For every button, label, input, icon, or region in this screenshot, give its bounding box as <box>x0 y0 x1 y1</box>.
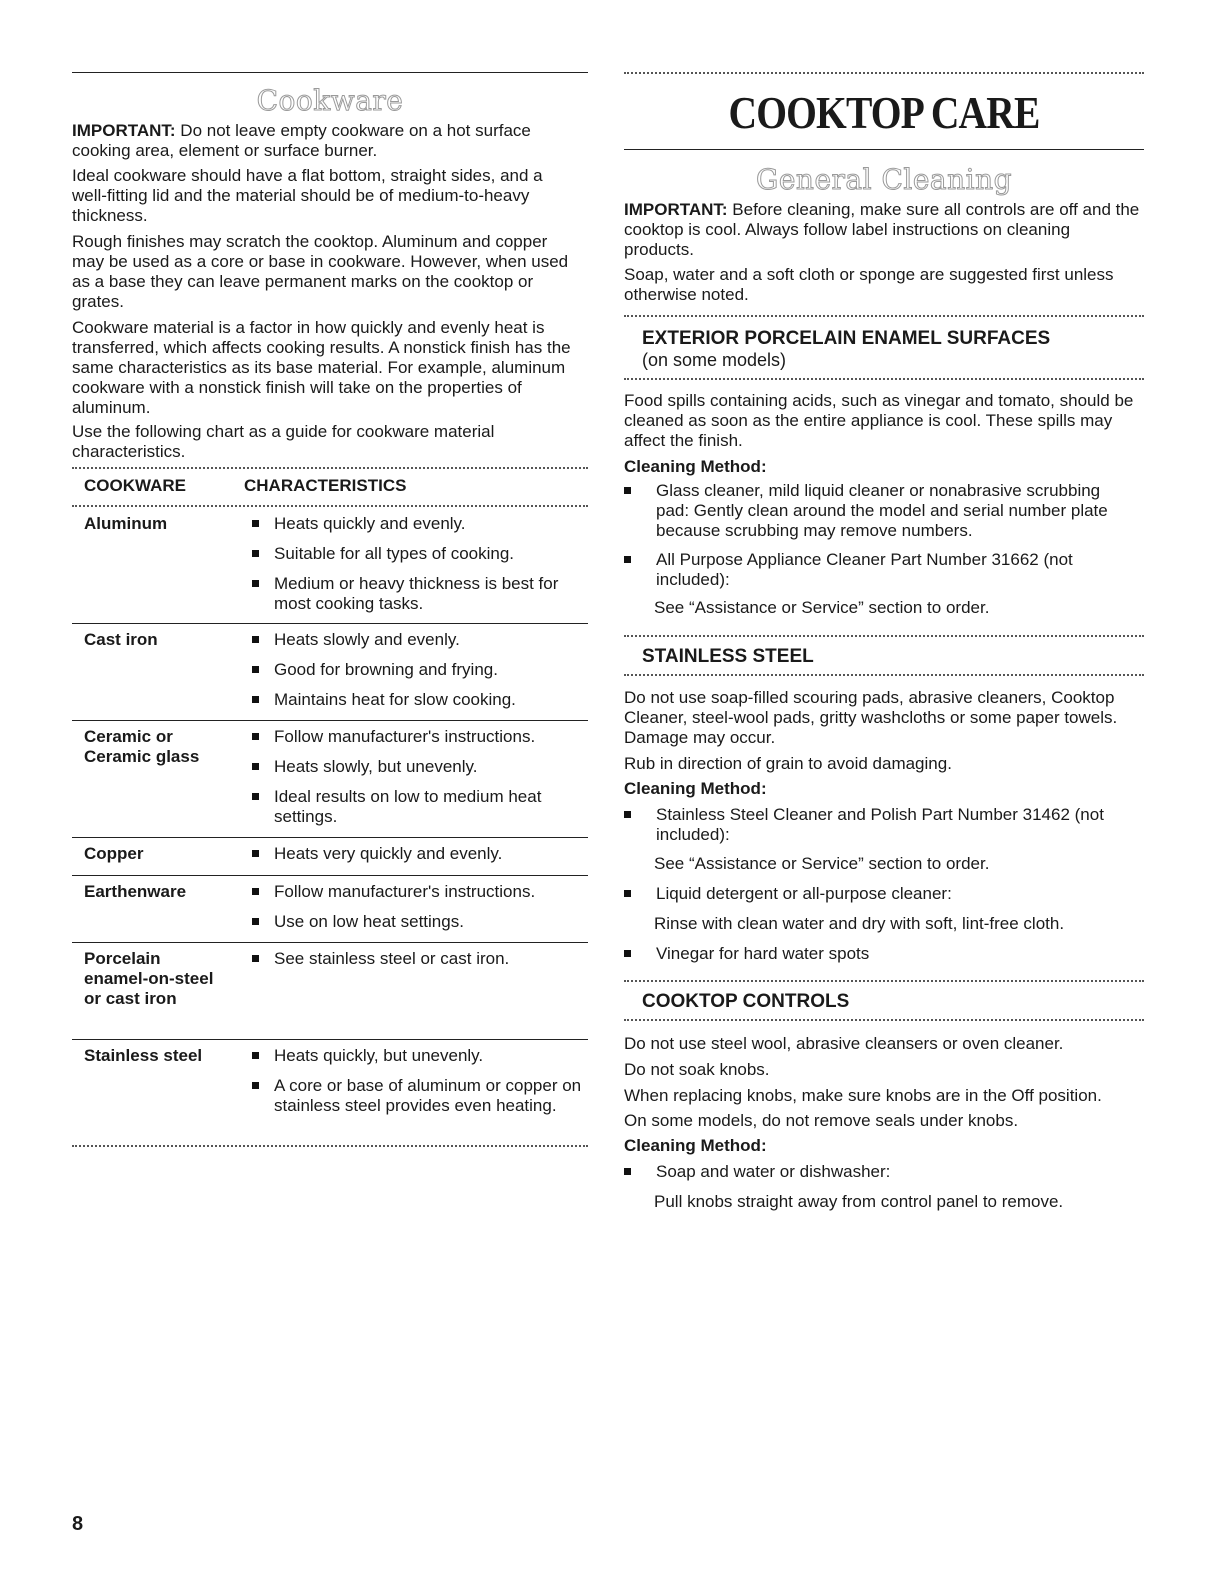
top-rule-left <box>72 72 588 73</box>
exterior-top-rule <box>624 315 1144 317</box>
bullet-icon <box>252 733 259 740</box>
characteristic-text: Suitable for all types of cooking. <box>274 544 515 563</box>
characteristics-list <box>252 630 582 720</box>
cookware-name: Ceramic or Ceramic glass <box>84 727 200 766</box>
cookware-p2: Rough finishes may scratch the cooktop. Aluminum and copper may be used as a core or base in cookware. However, when used as a base they can leave permanent marks on the cooktop or grates. <box>72 232 569 311</box>
bullet-icon <box>252 550 259 557</box>
characteristic-item <box>252 660 582 680</box>
table-header-rule <box>72 505 588 507</box>
stainless-bottom-rule <box>624 674 1144 676</box>
cookware-name: Stainless steel <box>84 1046 203 1065</box>
exterior-sub: (on some models) <box>642 350 787 370</box>
stainless-header: STAINLESS STEEL <box>642 646 814 667</box>
characteristic-text: Heats slowly and evenly. <box>274 630 460 649</box>
stainless-text: Do not use soap-filled scouring pads, abrasive cleaners, Cooktop Cleaner, steel-wool pads, gritty washcloths or some paper towels. Damage may occur. <box>624 688 1118 747</box>
cookware-p4: Use the following chart as a guide for cookware material characteristics. <box>72 422 495 461</box>
important-label-right: IMPORTANT: <box>624 200 728 219</box>
stainless-b1-note: See “Assistance or Service” section to order. <box>654 854 990 873</box>
characteristic-text: Medium or heavy thickness is best for most cooking tasks. <box>274 574 559 613</box>
general-important <box>624 200 1142 260</box>
characteristics-list <box>252 882 582 942</box>
characteristic-text: Follow manufacturer's instructions. <box>274 882 536 901</box>
title-rule <box>624 149 1144 150</box>
characteristic-text: Heats quickly and evenly. <box>274 514 466 533</box>
table-row-divider <box>72 1039 588 1040</box>
characteristic-text: A core or base of aluminum or copper on stainless steel provides even heating. <box>274 1076 582 1115</box>
table-bottom-rule <box>72 1145 588 1147</box>
controls-line-1: Do not use steel wool, abrasive cleansers or oven cleaner. <box>624 1034 1064 1053</box>
bullet-icon <box>624 556 631 563</box>
bullet-icon <box>252 918 259 925</box>
important-text: Do not leave empty cookware on a hot surface cooking area, element or surface burner. <box>72 121 531 160</box>
characteristic-item <box>252 912 582 932</box>
table-col-cookware: COOKWARE <box>84 476 186 495</box>
important-text-right: Before cleaning, make sure all controls are off and the cooktop is cool. Always follow label instructions on cleaning products. <box>624 200 1140 259</box>
characteristics-list <box>252 727 582 837</box>
stainless-top-rule <box>624 635 1144 637</box>
bullet-icon <box>252 1082 259 1089</box>
controls-line-3: When replacing knobs, make sure knobs are in the Off position. <box>624 1086 1102 1105</box>
characteristic-item <box>252 882 582 902</box>
characteristic-item <box>252 1076 582 1116</box>
characteristic-item <box>252 574 582 614</box>
cookware-title: Cookware <box>256 84 404 117</box>
characteristics-list <box>252 514 582 624</box>
stainless-text2: Rub in direction of grain to avoid damaging. <box>624 754 952 773</box>
table-row-divider <box>72 720 588 721</box>
bullet-icon <box>252 696 259 703</box>
characteristic-item <box>252 787 582 827</box>
general-p1: Soap, water and a soft cloth or sponge are suggested first unless otherwise noted. <box>624 265 1114 304</box>
top-rule-right <box>624 72 1144 74</box>
bullet-icon <box>252 666 259 673</box>
characteristic-item <box>252 514 582 534</box>
characteristic-item <box>252 949 582 969</box>
cookware-p3: Cookware material is a factor in how quickly and evenly heat is transferred, which affects cooking results. A nonstick finish has the same characteristics as its base material. For example, aluminum cookware with a nonstick finish will take on the properties of aluminum. <box>72 318 571 417</box>
bullet-icon <box>624 487 631 494</box>
controls-method-label: Cleaning Method: <box>624 1136 767 1155</box>
bullet-icon <box>252 520 259 527</box>
bullet-icon <box>252 636 259 643</box>
exterior-text: Food spills containing acids, such as vinegar and tomato, should be cleaned as soon as the entire appliance is cool. These spills may affect the finish. <box>624 391 1134 450</box>
characteristic-item <box>252 844 582 864</box>
page-number: 8 <box>72 1513 84 1535</box>
exterior-header: EXTERIOR PORCELAIN ENAMEL SURFACES <box>642 328 1051 349</box>
characteristic-item <box>252 690 582 710</box>
controls-bottom-rule <box>624 1019 1144 1021</box>
characteristic-item <box>252 757 582 777</box>
controls-line-4: On some models, do not remove seals under knobs. <box>624 1111 1019 1130</box>
bullet-icon <box>252 888 259 895</box>
cookware-name: Copper <box>84 844 144 863</box>
cookware-p1: Ideal cookware should have a flat bottom, straight sides, and a well-fitting lid and the material should be of medium-to-heavy thickness. <box>72 166 543 225</box>
characteristic-text: Heats very quickly and evenly. <box>274 844 503 863</box>
characteristic-text: Good for browning and frying. <box>274 660 498 679</box>
characteristic-text: Ideal results on low to medium heat settings. <box>274 787 542 826</box>
cookware-important <box>72 121 572 161</box>
table-row-divider <box>72 942 588 943</box>
characteristic-item <box>252 630 582 650</box>
stainless-b2-note: Rinse with clean water and dry with soft, lint-free cloth. <box>654 914 1065 933</box>
bullet-icon <box>624 1168 631 1175</box>
characteristic-item <box>252 1046 582 1066</box>
exterior-bottom-rule <box>624 378 1144 380</box>
characteristics-list <box>252 949 582 979</box>
table-col-characteristics: CHARACTERISTICS <box>244 476 407 495</box>
page-title: COOKTOP CARE <box>728 87 1040 138</box>
characteristic-text: Use on low heat settings. <box>274 912 464 931</box>
cookware-name: Aluminum <box>84 514 168 533</box>
exterior-b2-note: See “Assistance or Service” section to order. <box>654 598 990 617</box>
bullet-icon <box>252 580 259 587</box>
characteristics-list <box>252 1046 582 1126</box>
controls-b1-note: Pull knobs straight away from control panel to remove. <box>654 1192 1064 1211</box>
cookware-name: Porcelain enamel-on-steel or cast iron <box>84 949 214 1008</box>
table-top-rule <box>72 467 588 469</box>
bullet-icon <box>252 955 259 962</box>
characteristic-item <box>252 544 582 564</box>
controls-header: COOKTOP CONTROLS <box>642 991 850 1012</box>
table-row-divider <box>72 875 588 876</box>
bullet-icon <box>624 890 631 897</box>
bullet-icon <box>624 811 631 818</box>
bullet-icon <box>252 850 259 857</box>
characteristic-text: Heats slowly, but unevenly. <box>274 757 478 776</box>
controls-top-rule <box>624 980 1144 982</box>
cookware-name: Earthenware <box>84 882 187 901</box>
important-label: IMPORTANT: <box>72 121 176 140</box>
bullet-icon <box>624 950 631 957</box>
bullet-icon <box>252 1052 259 1059</box>
characteristic-text: Follow manufacturer's instructions. <box>274 727 536 746</box>
bullet-icon <box>252 763 259 770</box>
characteristic-text: Heats quickly, but unevenly. <box>274 1046 484 1065</box>
characteristic-text: Maintains heat for slow cooking. <box>274 690 516 709</box>
characteristic-item <box>252 727 582 747</box>
table-row-divider <box>72 623 588 624</box>
table-row-divider <box>72 837 588 838</box>
exterior-method-label: Cleaning Method: <box>624 457 767 476</box>
controls-line-2: Do not soak knobs. <box>624 1060 770 1079</box>
characteristic-text: See stainless steel or cast iron. <box>274 949 510 968</box>
general-cleaning-title: General Cleaning <box>755 163 1013 196</box>
stainless-method-label: Cleaning Method: <box>624 779 767 798</box>
characteristics-list <box>252 844 582 874</box>
bullet-icon <box>252 793 259 800</box>
cookware-name: Cast iron <box>84 630 158 649</box>
